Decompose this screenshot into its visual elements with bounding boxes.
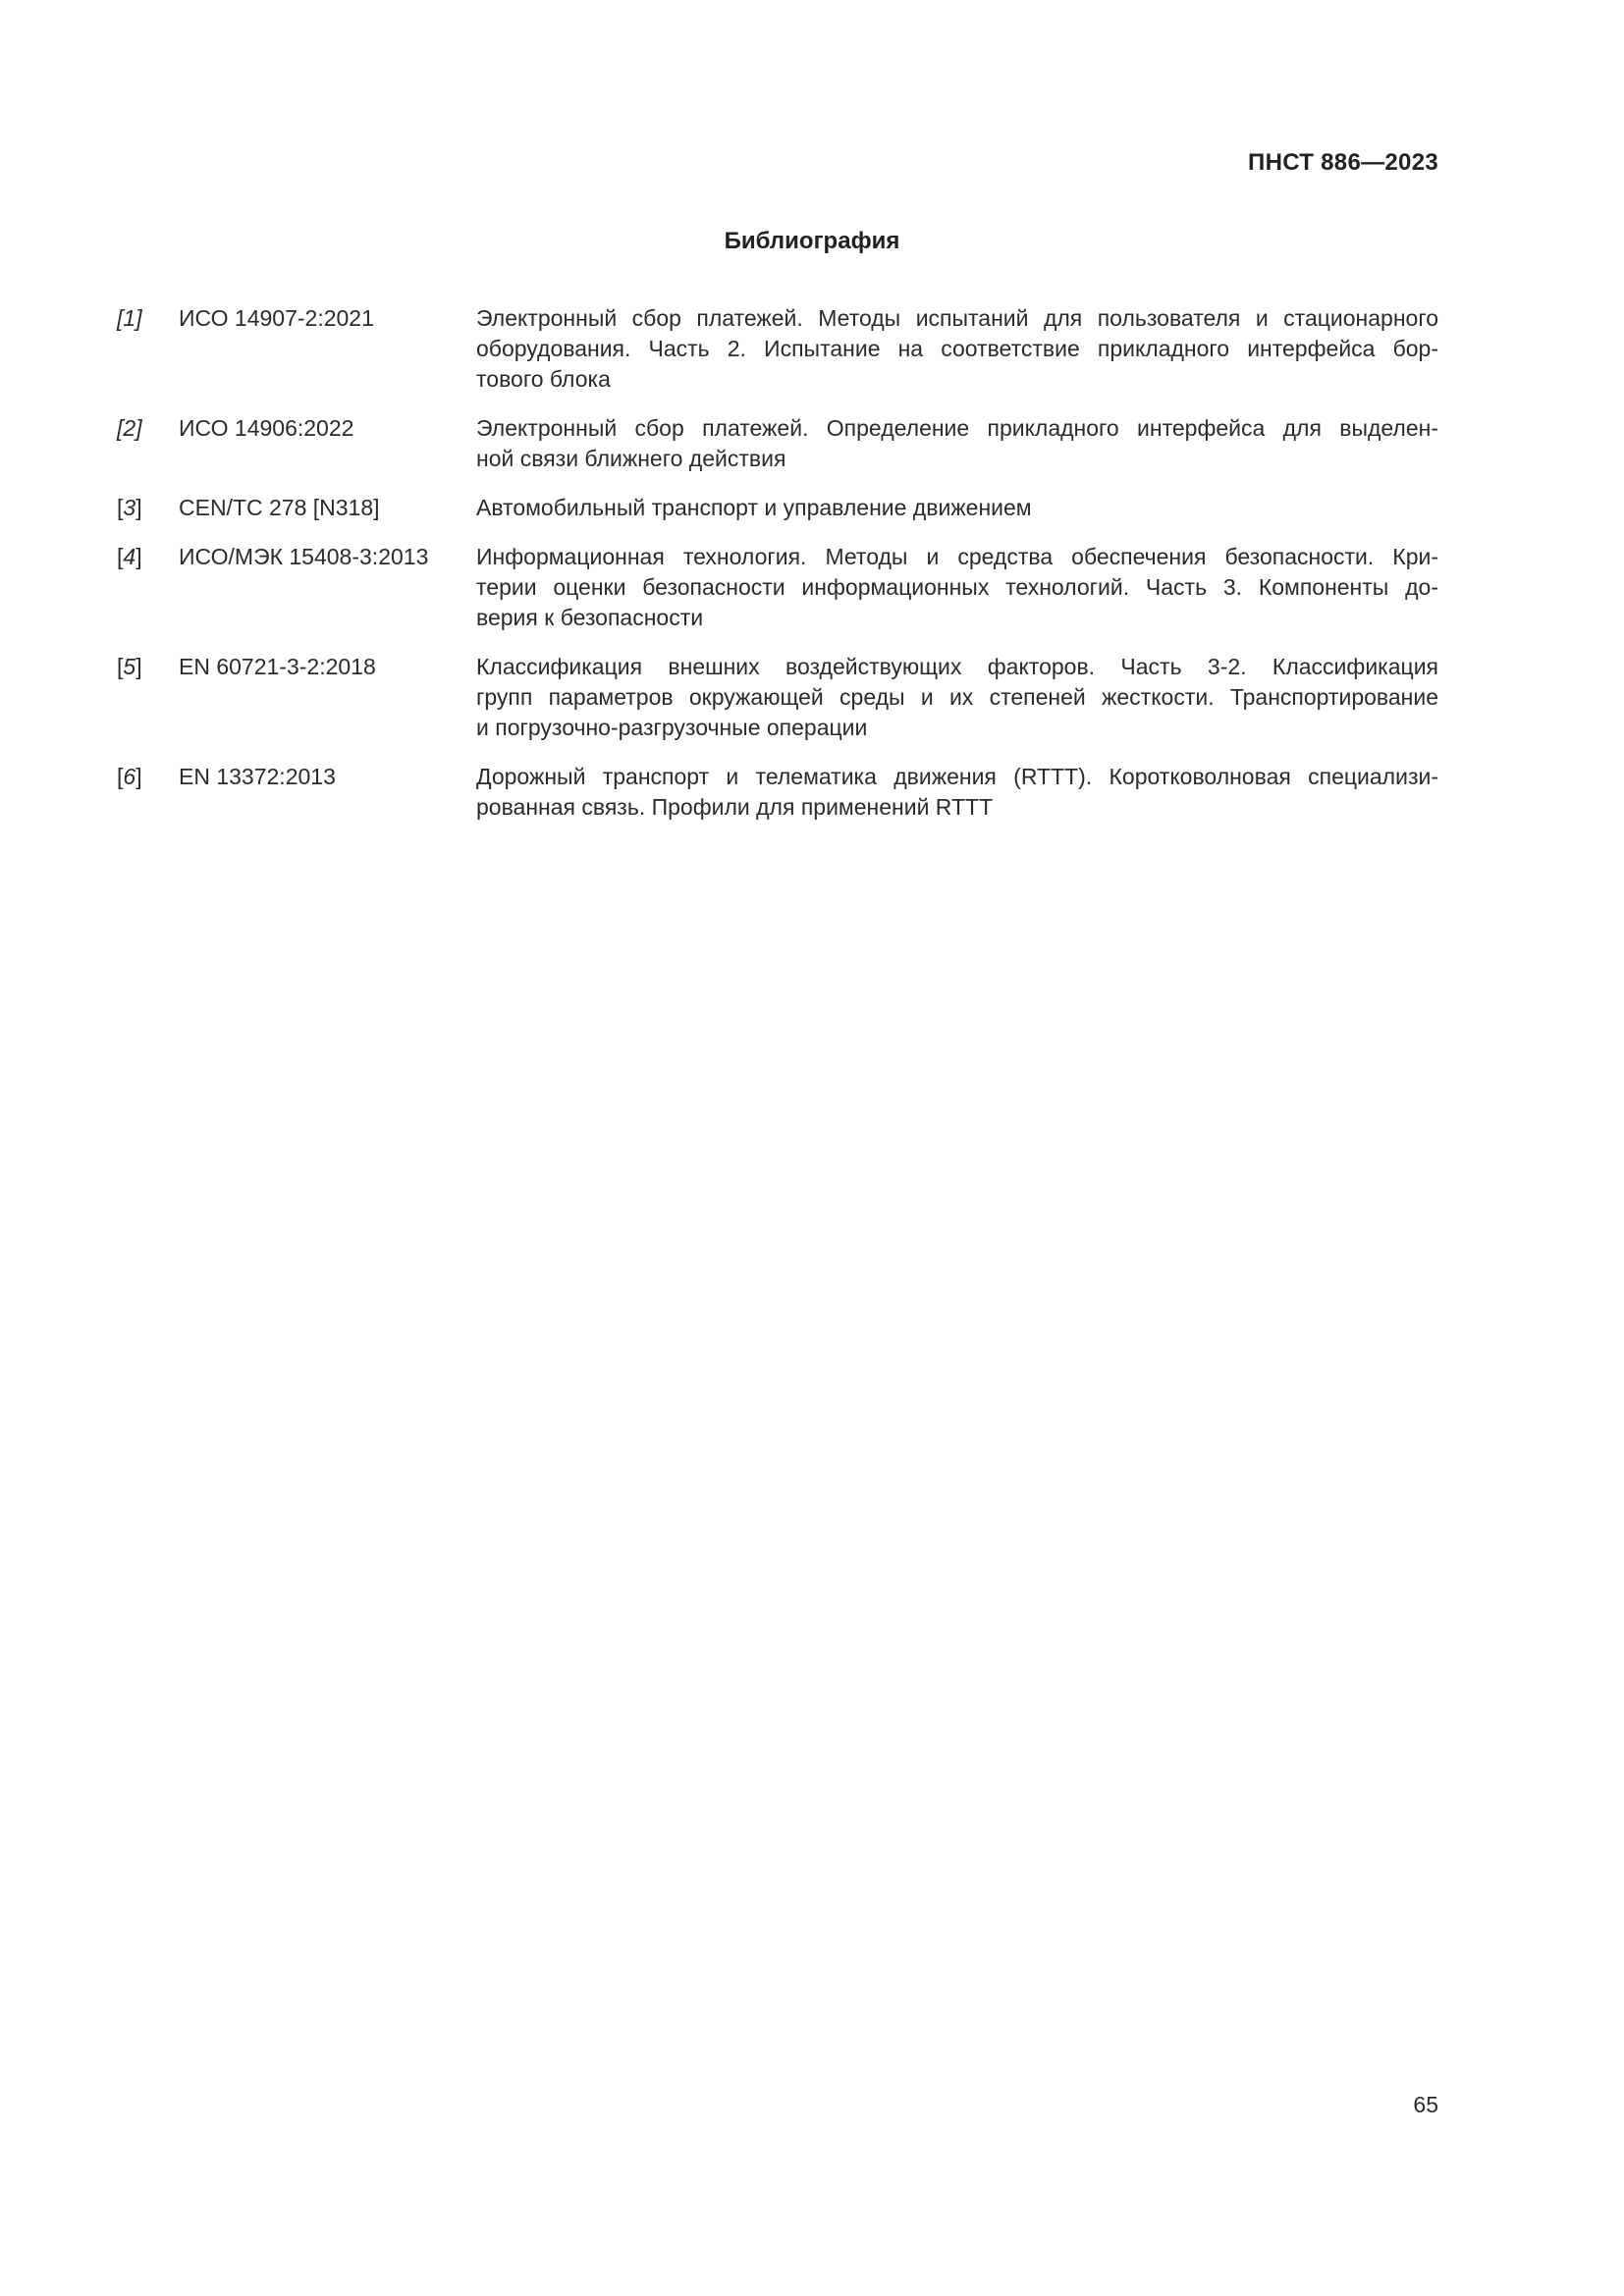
entry-reference: EN 60721-3-2:2018 [179, 654, 376, 679]
bibliography-entry-5 [117, 652, 1438, 743]
entry-reference: CEN/TC 278 [N318] [179, 495, 380, 520]
entry-description: Автомобильный транспорт и управление движением [476, 495, 1032, 520]
bibliography-entry-2 [117, 413, 1438, 474]
bibliography-entry-3 [117, 493, 1438, 523]
entry-description: Электронный сбор платежей. Определение прикладного интерфейса для выделен- ной связи ближнего действия [476, 415, 1438, 471]
entry-description: Электронный сбор платежей. Методы испытаний для пользователя и стационарного оборудования. Часть 2. Испытание на соответствие прикладного интерфейса бор- тового блока [476, 305, 1438, 392]
entry-description: Классификация внешних воздействующих факторов. Часть 3-2. Классификация групп параметров окружающей среды и их степеней жесткости. Транспортирование и погрузочно-разгрузочные операции [476, 654, 1438, 740]
bibliography-entry-4 [117, 542, 1438, 633]
entry-number: [6] [117, 764, 142, 789]
entry-number: [3] [117, 495, 142, 520]
entry-number: [1] [117, 305, 142, 331]
bibliography-list [117, 303, 1438, 823]
document-code: ПНСТ 886—2023 [1248, 149, 1438, 176]
page-title: Библиография [724, 228, 900, 254]
entry-description: Дорожный транспорт и телематика движения (RTTT). Коротковолновая специализи- рованная связь. Профили для применений RTTT [476, 764, 1438, 820]
entry-number: [2] [117, 415, 142, 441]
entry-reference: ИСО/МЭК 15408-3:2013 [179, 544, 429, 569]
entry-number: [5] [117, 654, 142, 679]
bibliography-entry-1 [117, 303, 1438, 395]
bibliography-entry-6 [117, 762, 1438, 823]
entry-reference: ИСО 14907-2:2021 [179, 305, 374, 331]
entry-reference: ИСО 14906:2022 [179, 415, 354, 441]
entry-reference: EN 13372:2013 [179, 764, 336, 789]
entry-description: Информационная технология. Методы и средства обеспечения безопасности. Кри- терии оценки безопасности информационных технологий. Часть 3. Компоненты до- верия к безопасности [476, 544, 1438, 630]
page-number: 65 [1413, 2092, 1438, 2117]
entry-number: [4] [117, 544, 142, 569]
